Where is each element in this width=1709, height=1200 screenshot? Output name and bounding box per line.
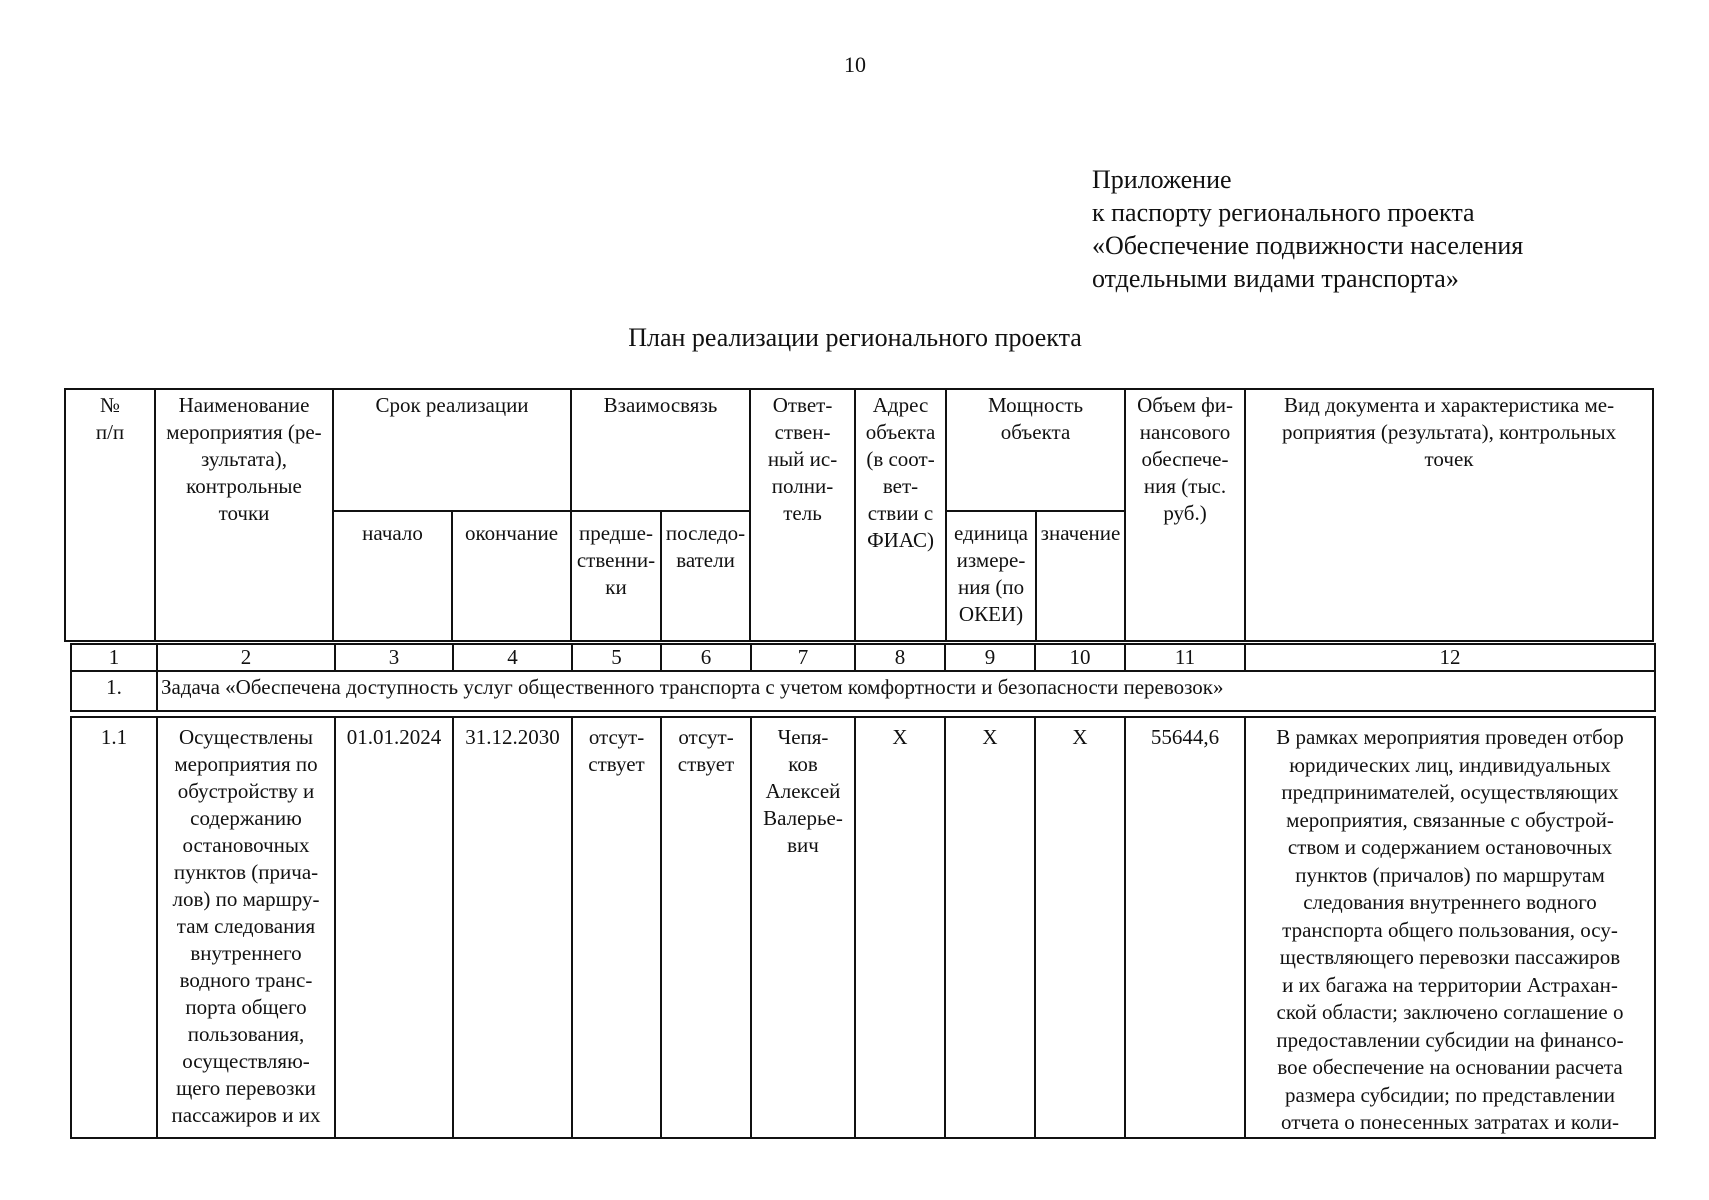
task-row: [71, 671, 1655, 711]
appendix-heading: [1092, 163, 1523, 295]
page-number: 10: [844, 52, 866, 77]
header-predecessors: предше- ственни- ки: [571, 511, 661, 641]
header-finance: Объем фи- нансового обеспече- ния (тыс. руб.): [1125, 389, 1245, 641]
appendix-line: к паспорту регионального проекта: [1092, 198, 1475, 227]
column-number: 9: [945, 644, 1035, 671]
item-description: В рамках мероприятия проведен отбор юридических лиц, индивидуальных предпринимателей, осуществляющих мероприятия, связанные с обустрой- ством и содержанием остановочных пунктов (причалов) по маршрутам следования внутреннего водного транспорта общего пользования, осу- ществляющего перевозки пассажиров и их багажа на территории Астрахан- ской области; заключено соглашение о предоставлении субсидии на финансо- вое обеспечение на основании расчета размера субсидии; по представлении отчета о понесенных затратах и коли-: [1245, 717, 1655, 1138]
column-number: 2: [157, 644, 335, 671]
header-address: Адрес объекта (в соот- вет- ствии с ФИАС): [855, 389, 946, 641]
item-address: X: [855, 717, 945, 1138]
item-start-date: 01.01.2024: [335, 717, 453, 1138]
header-number: № п/п: [65, 389, 155, 641]
header-value: значение: [1036, 511, 1125, 641]
column-number: 4: [453, 644, 572, 671]
header-document: Вид документа и характеристика ме- роприятия (результата), контрольных точек: [1245, 389, 1653, 641]
task-number: 1.: [71, 671, 157, 711]
page-title: План реализации регионального проекта: [628, 323, 1082, 352]
plan-table-body: [70, 643, 1656, 1139]
header-event-name: Наименование мероприятия (ре- зультата), контрольные точки: [155, 389, 333, 641]
column-number: 7: [751, 644, 855, 671]
column-number: 3: [335, 644, 453, 671]
column-number: 11: [1125, 644, 1245, 671]
header-successors: последо- ватели: [661, 511, 750, 641]
column-number: 10: [1035, 644, 1125, 671]
appendix-line: Приложение: [1092, 165, 1232, 194]
item-value: X: [1035, 717, 1125, 1138]
table-row: [71, 717, 1655, 1138]
item-predecessors: отсут- ствует: [572, 717, 661, 1138]
header-implementation-period: Срок реализации: [333, 389, 571, 511]
task-text: Задача «Обеспечена доступность услуг общественного транспорта с учетом комфортности и безопасности перевозок»: [157, 671, 1655, 711]
item-number: 1.1: [71, 717, 157, 1138]
header-unit: единица измере- ния (по ОКЕИ): [946, 511, 1036, 641]
appendix-line: отдельными видами транспорта»: [1092, 264, 1459, 293]
header-capacity: Мощность объекта: [946, 389, 1125, 511]
item-name: Осуществлены мероприятия по обустройству и содержанию остановочных пунктов (прича- лов) по маршру- там следования внутреннего водного транс- порта общего пользования, осуществляю- щего перевозки пассажиров и их: [157, 717, 335, 1138]
header-start: начало: [333, 511, 452, 641]
column-number-row: [71, 644, 1655, 671]
item-responsible: Чепя- ков Алексей Валерье- вич: [751, 717, 855, 1138]
item-finance: 55644,6: [1125, 717, 1245, 1138]
column-number: 6: [661, 644, 751, 671]
item-end-date: 31.12.2030: [453, 717, 572, 1138]
column-number: 12: [1245, 644, 1655, 671]
column-number: 5: [572, 644, 661, 671]
item-unit: X: [945, 717, 1035, 1138]
appendix-line: «Обеспечение подвижности населения: [1092, 231, 1524, 260]
column-number: 1: [71, 644, 157, 671]
item-successors: отсут- ствует: [661, 717, 751, 1138]
plan-table-header: [64, 388, 1654, 642]
header-relationship: Взаимосвязь: [571, 389, 750, 511]
column-number: 8: [855, 644, 945, 671]
header-end: окончание: [452, 511, 571, 641]
header-responsible: Ответ- ствен- ный ис- полни- тель: [750, 389, 855, 641]
